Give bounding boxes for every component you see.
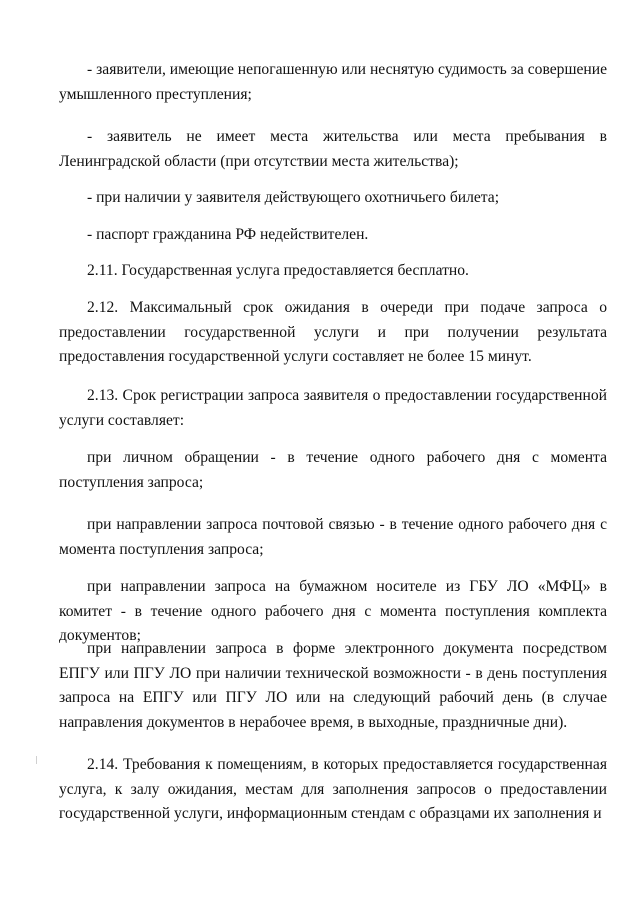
paragraph-postal: при направлении запроса почтовой связью - в течение одного рабочего дня с момента поступления запроса; — [59, 516, 607, 558]
paragraph-invalid-passport: - паспорт гражданина РФ недействителен. — [87, 226, 369, 243]
paragraph-2-12: 2.12. Максимальный срок ожидания в очереди при подаче запроса о предоставлении государственной услуги и при получении результата предоставления государственной услуги составляет не более 15 минут. — [59, 299, 607, 365]
paragraph-hunting-license: - при наличии у заявителя действующего охотничьего билета; — [87, 189, 500, 206]
paragraph-personal-visit: при личном обращении - в течение одного рабочего дня с момента поступления запроса; — [59, 449, 607, 491]
paragraph-2-14: 2.14. Требования к помещениям, в которых предоставляется государственная услуга, к залу ожидания, местам для заполнения запросов о предоставлении государственной услуги, информационным стендам с образцами их заполнения и — [59, 756, 607, 822]
paragraph-no-residence: - заявитель не имеет места жительства или места пребывания в Ленинградской области (при отсутствии места жительства); — [59, 128, 607, 170]
paragraph-2-11: 2.11. Государственная услуга предоставляется бесплатно. — [87, 262, 469, 279]
paragraph-mfc: при направлении запроса на бумажном носителе из ГБУ ЛО «МФЦ» в комитет - в течение одного рабочего дня с момента поступления комплекта документов; — [59, 578, 607, 644]
paragraph-conviction: - заявители, имеющие непогашенную или неснятую судимость за совершение умышленного преступления; — [59, 61, 607, 103]
paragraph-2-13: 2.13. Срок регистрации запроса заявителя о предоставлении государственной услуги составляет: — [59, 387, 607, 429]
paragraph-electronic: при направлении запроса в форме электронного документа посредством ЕПГУ или ПГУ ЛО при наличии технической возможности - в день поступления запроса на ЕПГУ или ПГУ ЛО или на следующий рабочий день (в случае направления документов в нерабочее время, в выходные, праздничные дни). — [59, 640, 607, 731]
page-top-mark — [262, 0, 372, 3]
margin-mark — [36, 756, 37, 764]
